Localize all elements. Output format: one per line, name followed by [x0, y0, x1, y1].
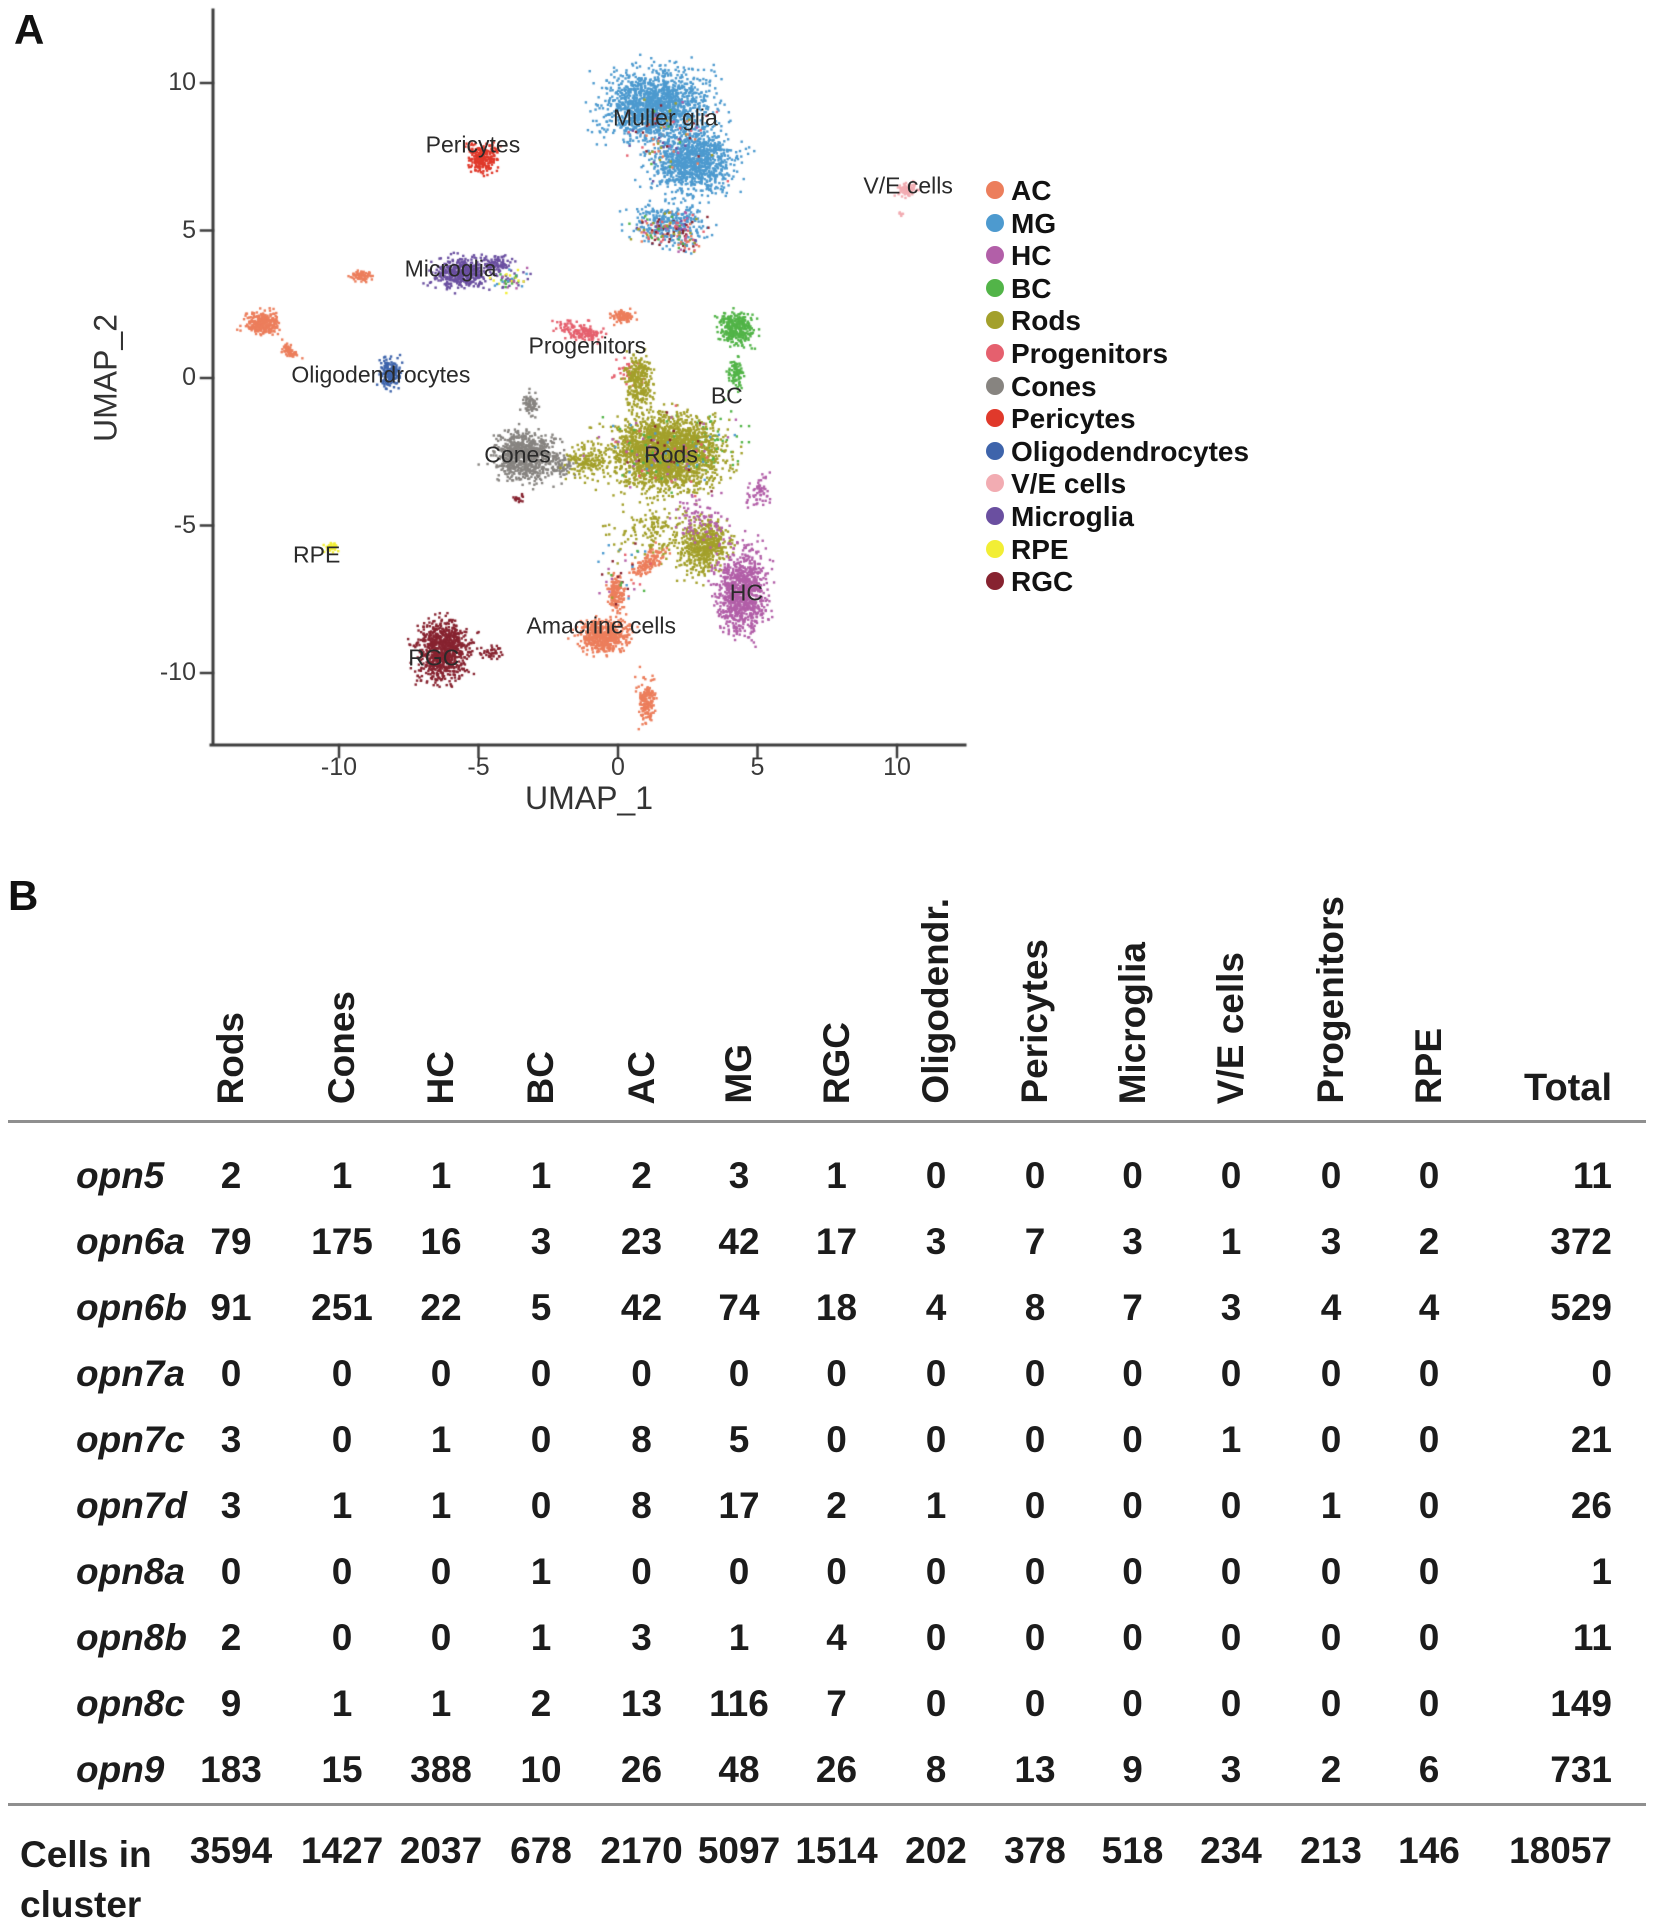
count-cell: 388 [410, 1749, 472, 1790]
column-header: RPE [1408, 1027, 1449, 1104]
count-cell: 0 [1122, 1419, 1143, 1460]
count-cell: 0 [1418, 1485, 1440, 1526]
row-total-cell: 0 [1591, 1353, 1612, 1394]
legend-label: Progenitors [1011, 338, 1169, 369]
count-cell: 1 [1220, 1419, 1242, 1460]
gene-name-cell: opn8c [76, 1683, 185, 1724]
x-tick-label: -5 [467, 753, 490, 781]
count-cell: 0 [331, 1419, 353, 1460]
count-cell: 0 [1220, 1617, 1242, 1658]
count-cell: 1 [331, 1155, 353, 1196]
legend-label: Rods [1011, 305, 1081, 337]
count-cell: 22 [420, 1287, 462, 1328]
y-tick-label: 5 [182, 215, 196, 244]
cluster-annotation: Muller glia [613, 104, 718, 131]
legend-swatch-icon [986, 377, 1004, 395]
cluster-annotation: BC [710, 382, 743, 409]
count-cell: 2 [530, 1683, 552, 1724]
count-cell: 3 [220, 1419, 242, 1460]
count-cell: 6 [1418, 1749, 1440, 1790]
row-total-cell: 1 [1591, 1551, 1612, 1592]
legend-label: Pericytes [1011, 403, 1136, 435]
x-tick-label: 10 [883, 753, 911, 781]
column-header: Oligodendr. [915, 898, 956, 1104]
count-cell: 1 [530, 1155, 552, 1196]
count-cell: 0 [1024, 1155, 1046, 1196]
row-total-cell: 731 [1550, 1749, 1612, 1790]
count-cell: 2 [826, 1485, 847, 1526]
count-cell: 0 [1024, 1617, 1046, 1658]
legend-label: RPE [1011, 533, 1069, 565]
column-header: Cones [321, 990, 362, 1104]
table-row [0, 1539, 1654, 1605]
gene-name-cell: opn8a [76, 1551, 185, 1592]
legend-label: HC [1011, 240, 1052, 272]
cluster-size-cell: 3594 [189, 1830, 273, 1871]
table-row [0, 1209, 1654, 1275]
column-header: Pericytes [1014, 939, 1055, 1104]
count-cell: 1 [530, 1617, 552, 1658]
count-cell: 2 [631, 1155, 652, 1196]
cluster-size-cell: 518 [1101, 1830, 1164, 1871]
count-cell: 1 [1220, 1221, 1242, 1262]
count-cell: 0 [728, 1551, 750, 1592]
count-cell: 0 [826, 1551, 847, 1592]
cluster-size-cell: 2170 [600, 1830, 683, 1871]
count-cell: 0 [1418, 1551, 1440, 1592]
count-cell: 1 [331, 1485, 353, 1526]
panel-a-label: A [14, 6, 45, 53]
legend-label: Cones [1011, 370, 1097, 402]
count-cell: 0 [530, 1485, 552, 1526]
row-total-cell: 11 [1572, 1155, 1612, 1196]
cluster-size-cell: 5097 [697, 1830, 781, 1871]
count-cell: 4 [1320, 1287, 1342, 1328]
count-cell: 0 [1220, 1683, 1242, 1724]
count-cell: 3 [1320, 1221, 1342, 1262]
column-header: AC [620, 1050, 662, 1104]
cluster-annotation: Progenitors [528, 332, 647, 359]
count-cell: 3 [1220, 1749, 1242, 1790]
count-cell: 3 [1122, 1221, 1143, 1262]
legend-label: MG [1011, 207, 1057, 239]
count-cell: 1 [430, 1419, 452, 1460]
legend-swatch-icon [986, 279, 1004, 297]
cluster-annotation: RPE [293, 541, 341, 568]
count-cell: 0 [331, 1551, 353, 1592]
table-row [0, 1341, 1654, 1407]
count-cell: 0 [1320, 1617, 1342, 1658]
x-tick-label: 5 [750, 753, 765, 781]
legend-label: RGC [1011, 566, 1074, 598]
y-tick-label: 0 [182, 363, 196, 391]
row-total-cell: 21 [1570, 1419, 1612, 1460]
x-axis-title: UMAP_1 [524, 780, 654, 816]
count-cell: 0 [1418, 1155, 1440, 1196]
cluster-size-cell: 146 [1398, 1830, 1460, 1871]
cluster-size-cell: 213 [1300, 1830, 1362, 1871]
count-cell: 2 [220, 1155, 242, 1196]
count-cell: 18 [815, 1287, 858, 1328]
column-header: Microglia [1111, 941, 1153, 1104]
count-cell: 2 [1320, 1749, 1342, 1790]
count-cell: 16 [420, 1221, 462, 1262]
count-cell: 1 [331, 1683, 353, 1724]
cluster-annotation: HC [729, 579, 763, 606]
cluster-size-cell: 234 [1200, 1830, 1262, 1871]
count-cell: 0 [1320, 1551, 1342, 1592]
column-header: RGC [815, 1021, 857, 1104]
count-cell: 79 [210, 1221, 252, 1262]
count-cell: 0 [430, 1353, 452, 1394]
count-cell: 0 [925, 1617, 947, 1658]
cluster-size-cell: 378 [1004, 1830, 1066, 1871]
count-cell: 3 [925, 1221, 947, 1262]
column-header: MG [718, 1044, 759, 1104]
count-cell: 0 [1122, 1353, 1143, 1394]
row-total-cell: 372 [1550, 1221, 1612, 1262]
cluster-size-cell: 1427 [300, 1830, 384, 1871]
table-body [0, 1143, 1654, 1803]
cluster-annotation: V/E cells [863, 172, 953, 199]
count-cell: 0 [1418, 1683, 1440, 1724]
count-cell: 0 [1122, 1551, 1143, 1592]
y-tick-label: -10 [159, 658, 196, 686]
count-cell: 1 [530, 1551, 552, 1592]
gene-name-cell: opn7c [76, 1419, 185, 1460]
count-cell: 0 [1122, 1485, 1143, 1526]
legend-swatch-icon [986, 507, 1004, 525]
count-cell: 4 [826, 1617, 847, 1658]
count-cell: 17 [815, 1221, 858, 1262]
count-cell: 0 [530, 1353, 552, 1394]
gene-name-cell: opn9 [76, 1749, 165, 1790]
count-cell: 9 [220, 1683, 242, 1724]
cluster-size-cell: 2037 [399, 1830, 483, 1871]
footer-label: Cells in cluster [20, 1834, 152, 1925]
legend-swatch-icon [986, 442, 1004, 460]
count-cell: 4 [1418, 1287, 1440, 1328]
count-cell: 0 [1220, 1155, 1242, 1196]
count-cell: 1 [925, 1485, 947, 1526]
count-cell: 8 [631, 1485, 652, 1526]
count-cell: 0 [826, 1419, 847, 1460]
count-cell: 0 [331, 1617, 353, 1658]
count-cell: 0 [1024, 1551, 1046, 1592]
count-cell: 2 [220, 1617, 242, 1658]
count-cell: 0 [1122, 1617, 1143, 1658]
count-cell: 0 [1220, 1353, 1242, 1394]
count-cell: 0 [1320, 1683, 1342, 1724]
column-header: Rods [210, 1011, 251, 1104]
x-tick-label: 0 [611, 753, 625, 781]
table-row [0, 1407, 1654, 1473]
count-cell: 10 [520, 1749, 562, 1790]
count-cell: 0 [925, 1683, 947, 1724]
legend-label: BC [1011, 272, 1052, 304]
umap-panel [0, 0, 1654, 856]
count-cell: 7 [1024, 1221, 1046, 1262]
count-cell: 0 [1320, 1353, 1342, 1394]
count-cell: 0 [331, 1353, 353, 1394]
cluster-annotation: Oligodendrocytes [291, 361, 471, 388]
count-cell: 0 [1320, 1419, 1342, 1460]
count-cell: 3 [220, 1485, 242, 1526]
cluster-annotation: Amacrine cells [526, 612, 677, 639]
y-tick-label: -5 [173, 510, 196, 539]
cluster-annotation: Microglia [404, 255, 497, 282]
count-cell: 251 [311, 1287, 373, 1328]
count-cell: 0 [1220, 1485, 1242, 1526]
gene-name-cell: opn6b [76, 1287, 187, 1328]
legend-label: AC [1011, 175, 1052, 206]
count-cell: 17 [718, 1485, 760, 1526]
legend-swatch-icon [986, 344, 1004, 362]
count-cell: 0 [220, 1551, 242, 1592]
count-cell: 7 [826, 1683, 847, 1724]
count-cell: 1 [1320, 1485, 1342, 1526]
count-cell: 23 [620, 1221, 663, 1262]
count-cell: 0 [1320, 1155, 1342, 1196]
count-cell: 2 [1418, 1221, 1440, 1262]
cluster-annotation: Pericytes [425, 131, 521, 158]
gene-name-cell: opn5 [76, 1155, 165, 1196]
count-cell: 8 [631, 1419, 652, 1460]
count-cell: 3 [1220, 1287, 1242, 1328]
table-row [0, 1143, 1654, 1209]
count-cell: 0 [1024, 1683, 1046, 1724]
count-cell: 0 [1418, 1419, 1440, 1460]
legend-swatch-icon [986, 214, 1004, 232]
cluster-annotation: RGC [408, 644, 460, 671]
count-cell: 0 [430, 1551, 452, 1592]
y-tick-label: 10 [168, 68, 196, 96]
gene-name-cell: opn6a [76, 1221, 185, 1262]
count-cell: 0 [1024, 1419, 1046, 1460]
count-cell: 3 [530, 1221, 552, 1262]
count-cell: 0 [631, 1551, 652, 1592]
table-row [0, 1737, 1654, 1803]
count-cell: 0 [220, 1353, 242, 1394]
count-cell: 0 [530, 1419, 552, 1460]
x-tick-label: -10 [320, 753, 358, 781]
cluster-annotation: Cones [484, 441, 551, 468]
count-cell: 175 [311, 1221, 373, 1262]
count-cell: 0 [925, 1551, 947, 1592]
row-total-cell: 26 [1570, 1485, 1612, 1526]
legend-label: Microglia [1011, 501, 1134, 532]
grand-total-cell: 18057 [1509, 1830, 1612, 1871]
count-cell: 183 [200, 1749, 262, 1790]
count-cell: 48 [718, 1749, 760, 1790]
count-cell: 1 [430, 1155, 452, 1196]
y-axis-title: UMAP_2 [87, 313, 124, 443]
panel-b-label: B [8, 872, 39, 919]
count-cell: 0 [925, 1155, 947, 1196]
count-cell: 0 [631, 1353, 652, 1394]
count-cell: 0 [1418, 1617, 1440, 1658]
count-cell: 26 [815, 1749, 858, 1790]
count-cell: 5 [728, 1419, 750, 1460]
count-cell: 0 [925, 1353, 947, 1394]
row-total-cell: 529 [1550, 1287, 1612, 1328]
table-header-row [0, 856, 1654, 1120]
gene-name-cell: opn8b [76, 1617, 187, 1658]
count-cell: 1 [430, 1683, 452, 1724]
count-cell: 0 [826, 1353, 847, 1394]
count-cell: 0 [1122, 1155, 1143, 1196]
legend-label: Oligodendrocytes [1011, 435, 1250, 467]
legend-swatch-icon [986, 540, 1004, 558]
count-cell: 8 [925, 1749, 947, 1790]
column-header: V/E cells [1210, 951, 1251, 1104]
count-cell: 5 [530, 1287, 552, 1328]
count-cell: 1 [728, 1617, 750, 1658]
count-cell: 8 [1024, 1287, 1046, 1328]
table-row [0, 1473, 1654, 1539]
count-cell: 1 [430, 1485, 452, 1526]
column-header: BC [520, 1050, 561, 1104]
table-footer-row [0, 1806, 1654, 1930]
count-cell: 0 [430, 1617, 452, 1658]
counts-table-panel [0, 856, 1654, 1930]
count-cell: 0 [1122, 1683, 1143, 1724]
umap-scatter-canvas [0, 0, 1654, 856]
count-cell: 116 [709, 1683, 769, 1724]
count-cell: 4 [925, 1287, 947, 1328]
column-header: Progenitors [1310, 896, 1351, 1104]
count-cell: 26 [620, 1749, 663, 1790]
count-cell: 0 [1220, 1551, 1242, 1592]
table-row [0, 1671, 1654, 1737]
row-total-cell: 149 [1550, 1683, 1612, 1724]
count-cell: 1 [826, 1155, 847, 1196]
count-cell: 13 [620, 1683, 663, 1724]
count-cell: 15 [321, 1749, 363, 1790]
cluster-size-cell: 1514 [795, 1830, 878, 1871]
legend-label: V/E cells [1011, 468, 1127, 500]
count-cell: 42 [620, 1287, 663, 1328]
column-header: Total [1524, 1067, 1612, 1109]
count-cell: 0 [1024, 1485, 1046, 1526]
count-cell: 0 [728, 1353, 750, 1394]
count-cell: 3 [728, 1155, 750, 1196]
count-cell: 74 [718, 1287, 760, 1328]
count-cell: 7 [1122, 1287, 1143, 1328]
cluster-size-cell: 678 [510, 1830, 572, 1871]
gene-name-cell: opn7a [76, 1353, 185, 1394]
legend-swatch-icon [986, 181, 1004, 199]
count-cell: 3 [631, 1617, 652, 1658]
count-cell: 91 [210, 1287, 252, 1328]
table-row [0, 1275, 1654, 1341]
count-cell: 13 [1014, 1749, 1056, 1790]
cluster-size-cell: 202 [905, 1830, 967, 1871]
cluster-annotation: Rods [644, 441, 698, 468]
count-cell: 42 [718, 1221, 760, 1262]
count-cell: 0 [1418, 1353, 1440, 1394]
count-cell: 9 [1122, 1749, 1143, 1790]
gene-name-cell: opn7d [76, 1485, 187, 1526]
table-row [0, 1605, 1654, 1671]
count-cell: 0 [925, 1419, 947, 1460]
column-header: HC [420, 1050, 461, 1104]
row-total-cell: 11 [1572, 1617, 1612, 1658]
count-cell: 0 [1024, 1353, 1046, 1394]
